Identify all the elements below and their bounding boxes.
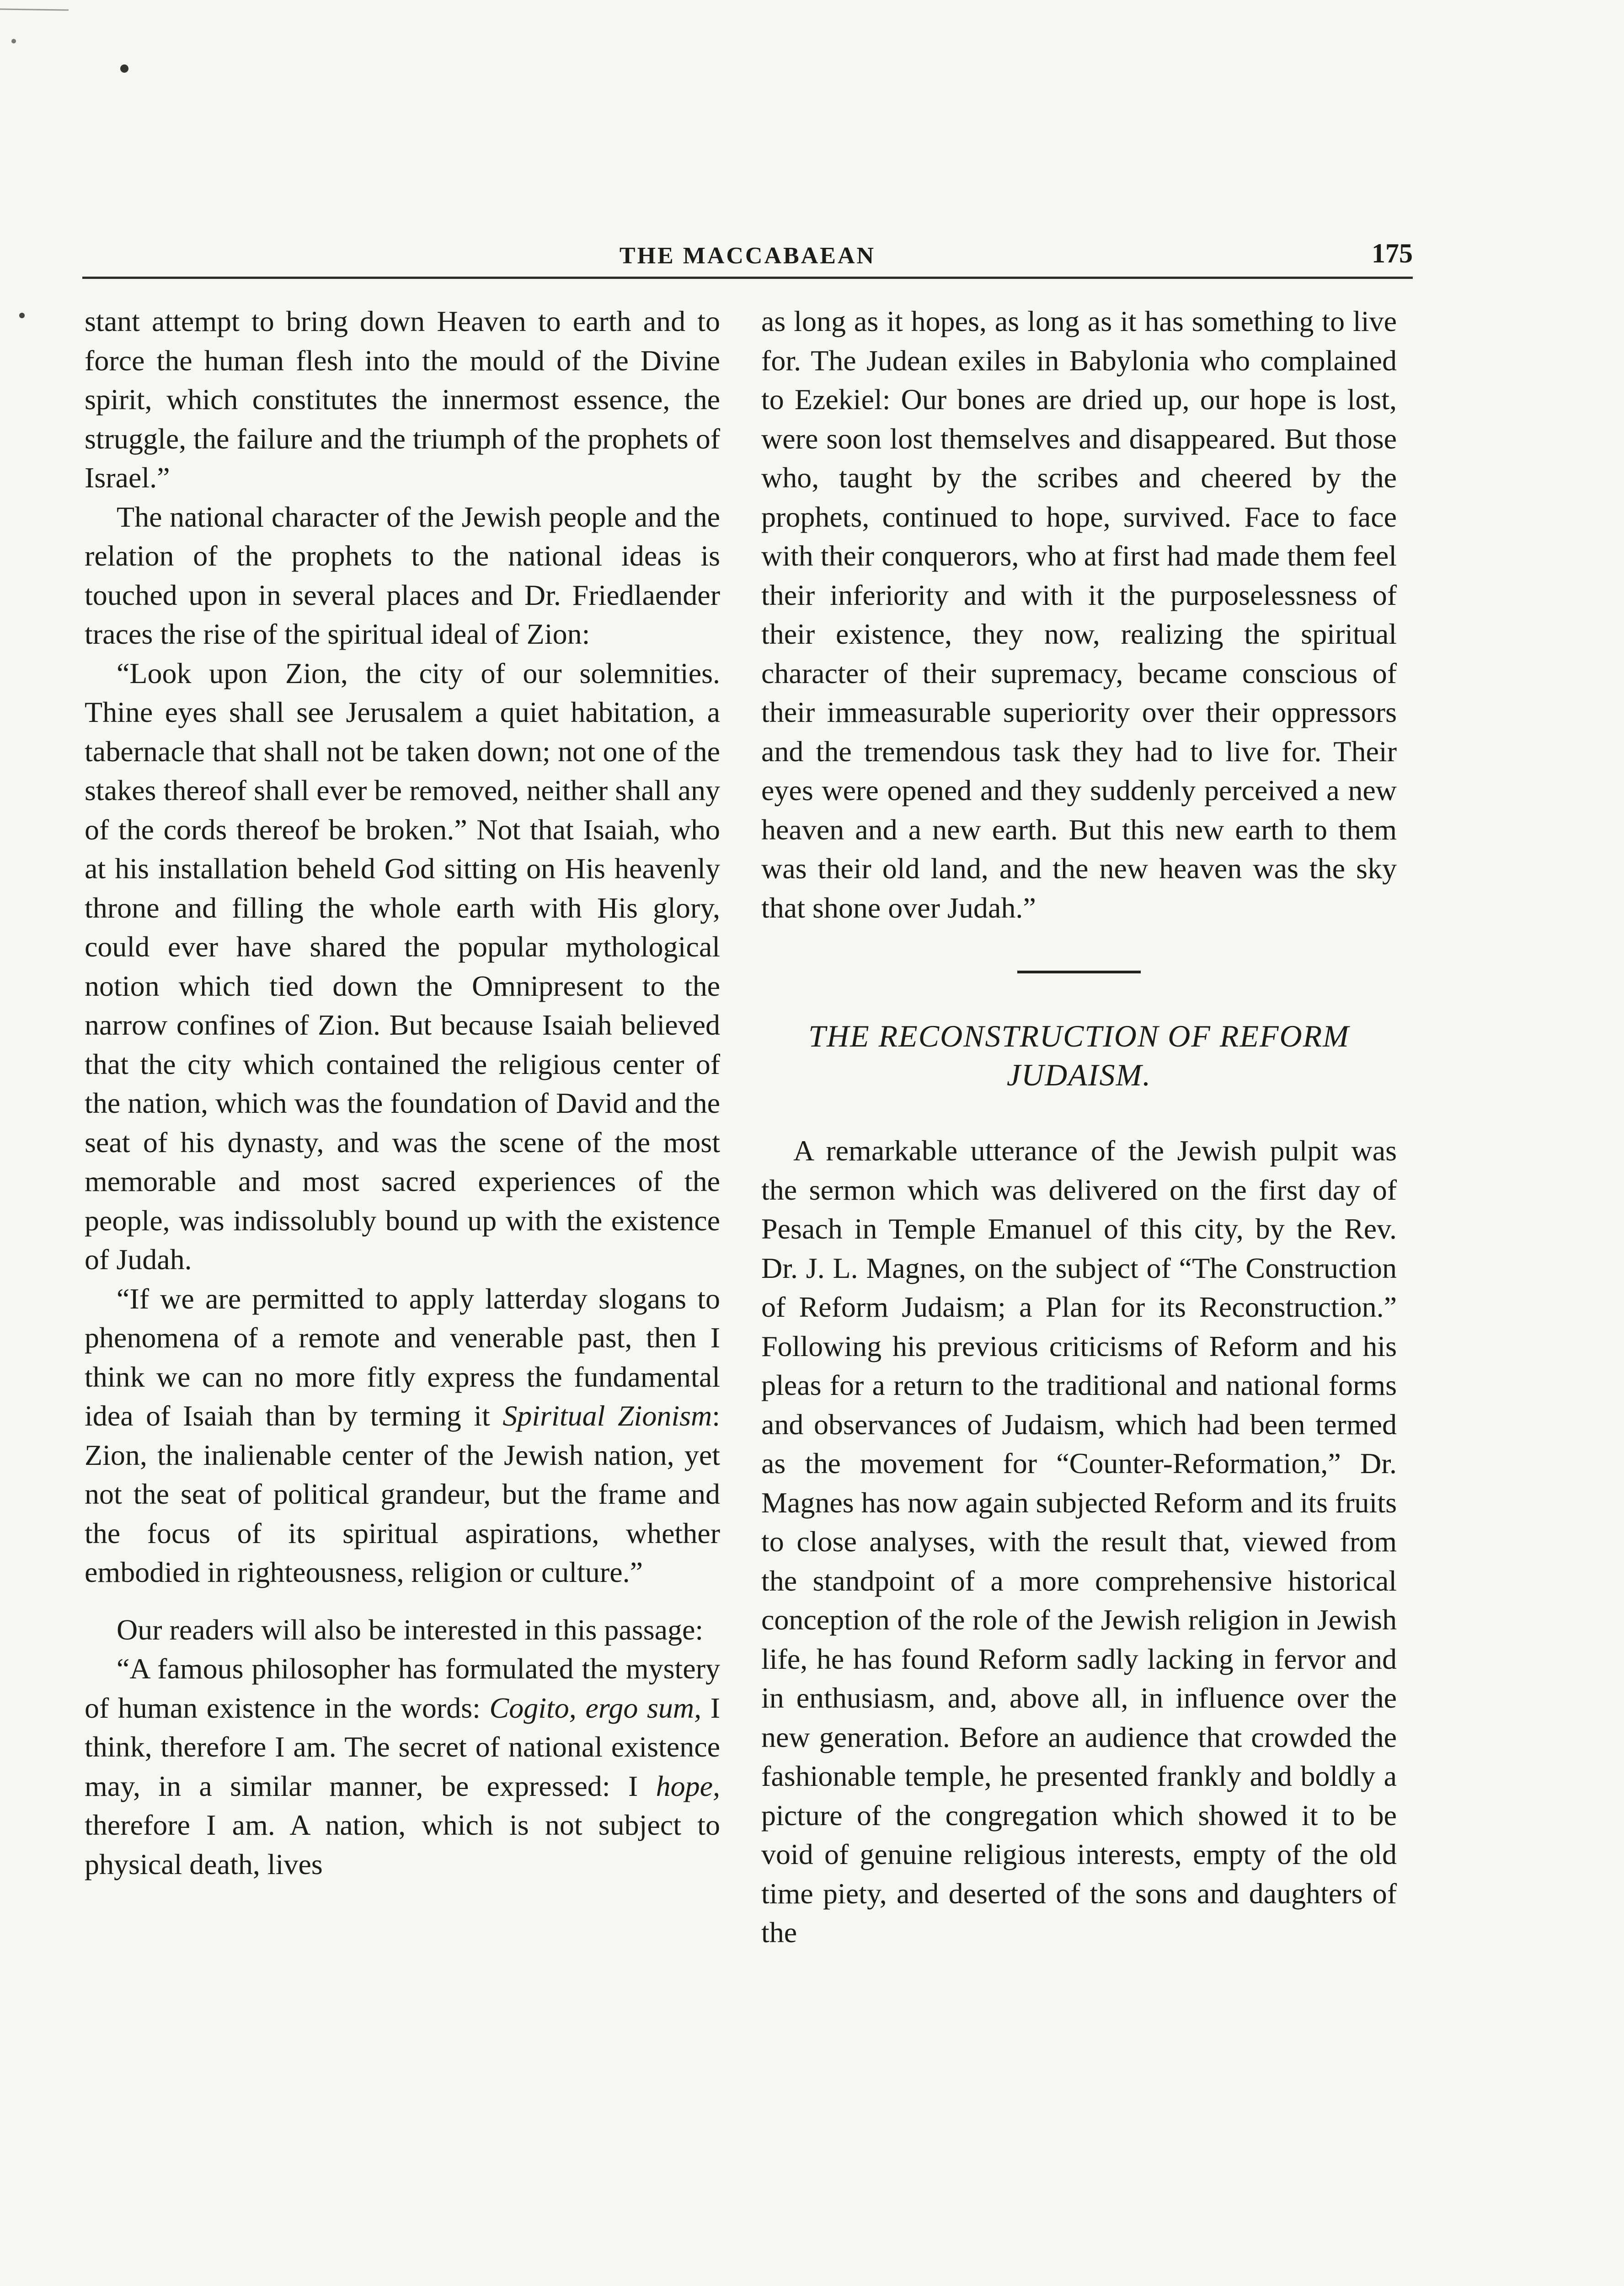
paragraph-2: The national character of the Jewish people and the relation of the prophets to the national ideas is touched upon in several places and Dr. Friedlaender traces the rise of the spiritual ideal of Zion: (85, 500, 720, 650)
article-title: THE RECONSTRUCTION OF REFORM JUDAISM. (808, 1019, 1350, 1092)
right-column (761, 302, 1397, 1952)
paragraph-5: Our readers will also be interested in this passage: (117, 1613, 704, 1646)
paragraph-1: stant attempt to bring down Heaven to earth and to force the human flesh into the mould of the Divine spirit, which constitutes the innermost essence, the struggle, the failure and the triumph of the prophets of Israel.” (85, 305, 720, 494)
running-head (82, 238, 1413, 279)
page-number: 175 (1372, 238, 1413, 268)
paragraph-4: “If we are permitted to apply latterday slogans to phenomena of a remote and venerable past, then I think we can no more fitly express the fundamental idea of Isaiah than by terming it Spiritual Zionism: Zion, the inalienable center of the Jewish nation, yet not the seat of political grandeur, but the frame and the focus of its spiritual aspirations, whether embodied in righteousness, religion or culture.” (85, 1282, 720, 1588)
paragraph-6: “A famous philosopher has formulated the mystery of human existence in the words: Cogito, ergo sum, I think, therefore I am. The secret of national existence may, in a similar manner, be expressed: I hope, therefore I am. A nation, which is not subject to physical death, lives (85, 1652, 721, 1880)
paragraph-continuation: as long as it hopes, as long as it has something to live for. The Judean exiles in Babylonia who complained to Ezekiel: Our bones are dried up, our hope is lost, were soon lost themselves and disappeared. But those who, taught by the scribes and cheered by the prophets, continued to hope, survived. Face to face with their conquerors, who at first had made them feel their inferiority and with it the purposelessness of their existence, they now, realizing the spiritual character of their supremacy, became conscious of their immeasurable superiority over their oppressors and the tremendous task they had to live for. Their eyes were opened and they suddenly perceived a new heaven and a new earth. But this new earth to them was their old land, and the new heaven was the sky that shone over Judah.” (761, 305, 1397, 924)
left-column (85, 302, 720, 1884)
journal-title: THE MACCABAEAN (619, 243, 876, 269)
emphasis-spiritual-zionism: Spiritual Zionism (502, 1399, 712, 1432)
header-rule (82, 277, 1413, 279)
article-body: A remarkable utterance of the Jewish pulpit was the sermon which was delivered on the first day of Pesach in Temple Emanuel of this city, by the Rev. Dr. J. L. Magnes, on the subject of “The Construction of Reform Judaism; a Plan for its Reconstruction.” Following his previous criticisms of Reform and his pleas for a return to the traditional and national forms and observances of Judaism, which had been termed as the movement for “Counter-Reformation,” Dr. Magnes has now again subjected Reform and its fruits to close analyses, with the result that, viewed from the standpoint of a more comprehensive historical conception of the role of the Jewish religion in Jewish life, he has found Reform sadly lacking in fervor and in enthusiasm, and, above all, in influence over the new generation. Before an audience that crowded the fashionable temple, he presented frankly and boldly a picture of the congregation which showed it to be void of genuine religious interests, empty of the old time piety, and deserted of the sons and daughters of the (761, 1134, 1397, 1949)
section-separator (1017, 971, 1141, 973)
emphasis-cogito: Cogito, ergo sum, (489, 1691, 702, 1724)
emphasis-hope: hope, (656, 1769, 720, 1802)
paragraph-3: “Look upon Zion, the city of our solemnities. Thine eyes shall see Jerusalem a quiet habitation, a tabernacle that shall not be taken down; not one of the stakes thereof shall ever be removed, neither shall any of the cords thereof be broken.” Not that Isaiah, who at his installation beheld God sitting on His heavenly throne and filling the whole earth with His glory, could ever have shared the popular mythological notion which tied down the Omnipresent to the narrow confines of Zion. But because Isaiah believed that the city which contained the religious center of the nation, which was the foundation of David and the seat of his dynasty, and was the scene of the most memorable and most sacred experiences of the people, was indissolubly bound up with the existence of Judah. (85, 657, 720, 1276)
